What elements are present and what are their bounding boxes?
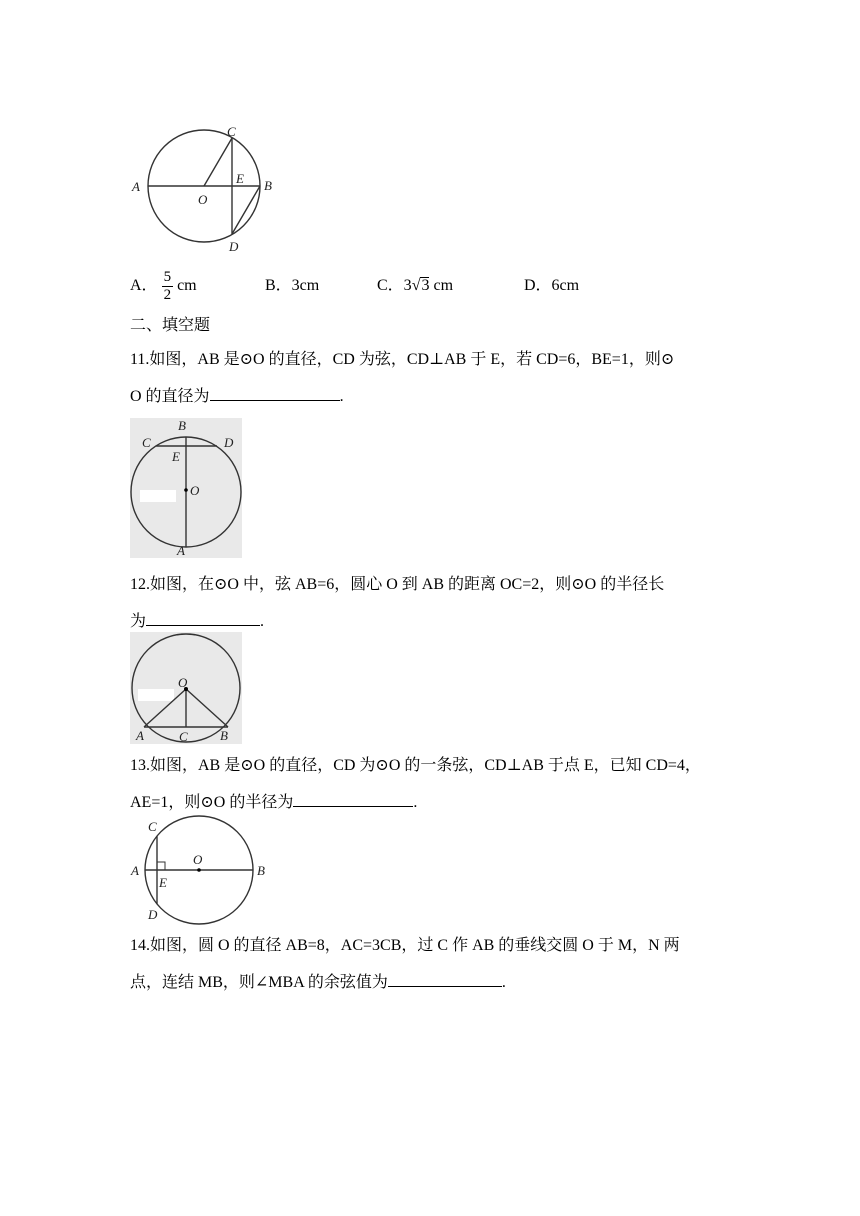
q11-line2 <box>130 384 344 407</box>
center-point <box>197 868 201 872</box>
q10-option-b: B．3cm <box>265 277 320 294</box>
sqrt-sign: √ <box>411 277 421 294</box>
label-b: B <box>257 863 265 878</box>
q13-line2 <box>130 790 417 813</box>
answer-blank[interactable] <box>293 790 413 807</box>
q11-suffix: . <box>339 388 344 405</box>
q10-option-c <box>377 276 453 296</box>
label-a: A <box>132 179 140 194</box>
q13-line1: 13.如图，AB 是⊙O 的直径，CD 为⊙O 的一条弦，CD⊥AB 于点 E，已知 CD=4， <box>130 757 701 774</box>
option-c-unit: cm <box>433 277 454 294</box>
answer-blank[interactable] <box>146 609 260 626</box>
q11-line1: 11.如图，AB 是⊙O 的直径，CD 为弦，CD⊥AB 于 E，若 CD=6，BE=1，则⊙ <box>130 351 675 368</box>
option-a-unit: cm <box>177 277 197 294</box>
label-c: C <box>227 124 236 139</box>
answer-blank[interactable] <box>388 970 502 987</box>
fraction-denominator: 2 <box>163 286 172 303</box>
label-c: C <box>148 819 157 834</box>
q13-circle-figure <box>128 814 272 926</box>
q12-suffix: . <box>260 613 265 630</box>
q14-line2 <box>130 970 506 993</box>
answer-blank[interactable] <box>210 384 340 401</box>
q13-prefix: AE=1，则⊙O 的半径为 <box>130 794 294 811</box>
q13-suffix: . <box>413 794 418 811</box>
label-b: B <box>178 418 186 433</box>
label-d: D <box>148 907 158 922</box>
fraction-numerator: 5 <box>163 268 172 285</box>
q10-option-d: D．6cm <box>524 277 580 294</box>
label-b: B <box>264 178 272 193</box>
label-e: E <box>236 171 244 186</box>
label-o: O <box>178 675 188 690</box>
sqrt-radicand: 3 <box>421 277 430 294</box>
label-b: B <box>220 728 228 743</box>
section-title: 二、填空题 <box>130 317 211 334</box>
option-c-prefix: C．3 <box>377 277 412 294</box>
option-a-prefix: A． <box>130 277 158 294</box>
q11-prefix: O 的直径为 <box>130 388 210 405</box>
q12-prefix: 为 <box>130 613 147 630</box>
label-e: E <box>172 449 180 464</box>
q10-circle-figure <box>128 120 288 260</box>
q11-circle-figure <box>130 418 242 558</box>
label-c: C <box>142 435 151 450</box>
label-a: A <box>131 863 139 878</box>
label-d: D <box>224 435 234 450</box>
label-c: C <box>179 729 188 744</box>
q12-circle-figure <box>130 632 242 744</box>
label-o: O <box>190 483 200 498</box>
segment-bd <box>232 186 260 234</box>
label-o: O <box>193 852 203 867</box>
label-a: A <box>177 543 185 558</box>
right-angle-mark <box>157 862 165 870</box>
q14-line1: 14.如图，圆 O 的直径 AB=8，AC=3CB，过 C 作 AB 的垂线交圆 O 于 M，N 两 <box>130 937 680 954</box>
label-o: O <box>198 192 208 207</box>
figure-whiteout <box>140 490 176 502</box>
figure-whiteout <box>138 689 174 701</box>
label-e: E <box>159 875 167 890</box>
segment-oc <box>204 138 232 186</box>
center-point <box>184 488 188 492</box>
q14-prefix: 点，连结 MB，则∠MBA 的余弦值为 <box>130 974 388 991</box>
q14-suffix: . <box>501 974 506 991</box>
fraction <box>162 269 174 304</box>
label-d: D <box>229 239 239 254</box>
label-a: A <box>136 728 144 743</box>
q12-line1: 12.如图，在⊙O 中，弦 AB=6，圆心 O 到 AB 的距离 OC=2，则⊙O 的半径长 <box>130 576 665 593</box>
q10-option-a <box>130 266 197 306</box>
q12-line2 <box>130 609 264 632</box>
